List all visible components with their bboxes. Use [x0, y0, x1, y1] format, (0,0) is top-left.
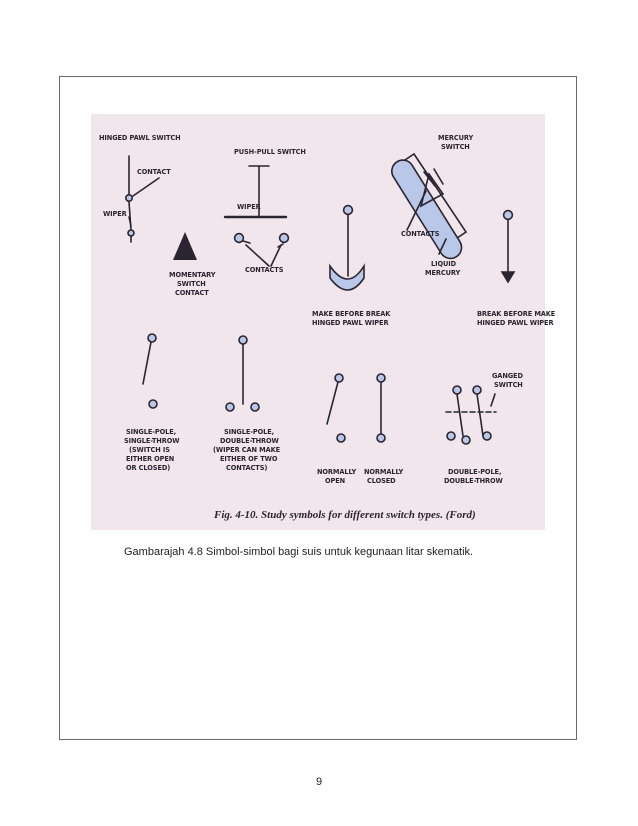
figure-title-caption: Gambarajah 4.8 Simbol-simbol bagi suis untuk kegunaan litar skematik. — [124, 546, 474, 558]
label-bbm-1: BREAK BEFORE MAKE — [477, 310, 556, 318]
label-spdt-3: (WIPER CAN MAKE — [213, 446, 280, 454]
label-spdt-2: DOUBLE-THROW — [220, 437, 279, 445]
label-mercury-contacts: CONTACTS — [401, 230, 440, 238]
label-momentary-3: CONTACT — [175, 289, 209, 297]
label-mbb-2: HINGED PAWL WIPER — [312, 319, 389, 327]
label-spdt-4: EITHER OF TWO — [220, 455, 278, 463]
label-spst-2: SINGLE-THROW — [124, 437, 180, 445]
label-ganged-1: GANGED — [492, 372, 523, 380]
page-number: 9 — [315, 776, 323, 788]
label-spst-5: OR CLOSED) — [126, 464, 171, 472]
label-no-1: NORMALLY — [317, 468, 357, 476]
label-liquid-2: MERCURY — [425, 269, 461, 277]
label-nc-2: CLOSED — [367, 477, 396, 485]
label-dpdt-2: DOUBLE-THROW — [444, 477, 503, 485]
label-mercury-2: SWITCH — [441, 143, 470, 151]
label-momentary-2: SWITCH — [177, 280, 206, 288]
label-spdt-5: CONTACTS) — [226, 464, 268, 472]
label-nc-1: NORMALLY — [364, 468, 404, 476]
label-spst-1: SINGLE-POLE, — [126, 428, 177, 436]
label-no-2: OPEN — [325, 477, 346, 485]
label-contact: CONTACT — [137, 168, 171, 176]
label-spst-4: EITHER OPEN — [126, 455, 175, 463]
label-push-pull-switch: PUSH-PULL SWITCH — [234, 148, 306, 156]
label-momentary-1: MOMENTARY — [169, 271, 216, 279]
label-spst-3: (SWITCH IS — [129, 446, 170, 454]
label-spdt-1: SINGLE-POLE, — [224, 428, 275, 436]
label-push-pull-wiper: WIPER — [237, 203, 261, 211]
label-bbm-2: HINGED PAWL WIPER — [477, 319, 554, 327]
label-hinged-pawl-switch: HINGED PAWL SWITCH — [99, 134, 181, 142]
label-wiper: WIPER — [103, 210, 127, 218]
switch-symbols-figure — [91, 114, 556, 530]
figure-caption: Fig. 4-10. Study symbols for different switch types. (Ford) — [214, 509, 476, 521]
label-mbb-1: MAKE BEFORE BREAK — [312, 310, 391, 318]
label-dpdt-1: DOUBLE-POLE, — [448, 468, 502, 476]
label-ganged-2: SWITCH — [494, 381, 523, 389]
label-mercury-1: MERCURY — [438, 134, 474, 142]
label-contacts: CONTACTS — [245, 266, 284, 274]
label-liquid-1: LIQUID — [431, 260, 456, 268]
